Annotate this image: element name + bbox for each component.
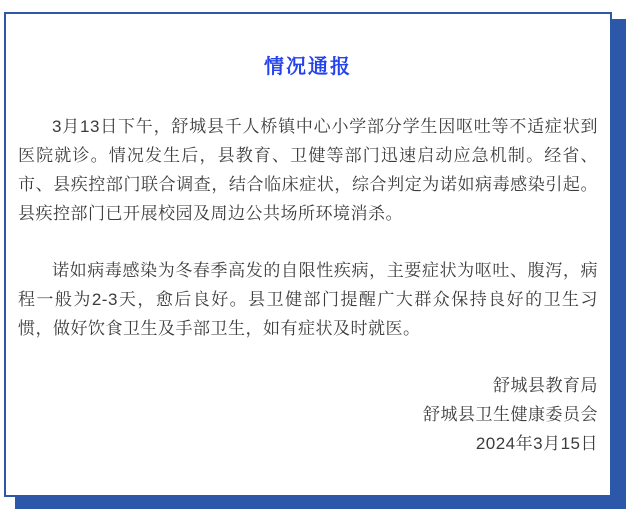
signature-org-health: 舒城县卫生健康委员会: [423, 405, 598, 424]
signature-org-education: 舒城县教育局: [493, 376, 598, 395]
notice-title: 情况通报: [264, 56, 352, 78]
notice-paragraph-1: 3月13日下午，舒城县千人桥镇中心小学部分学生因呕吐等不适症状到医院就诊。情况发生后，县教育、卫健等部门迅速启动应急机制。经省、市、县疾控部门联合调查，结合临床症状，综合判定为诺如病毒感染引起。县疾控部门已开展校园及周边公共场所环境消杀。: [18, 117, 598, 223]
signature-block: [18, 371, 598, 458]
signature-date: 2024年3月15日: [475, 434, 598, 453]
notice-paragraph-2: 诺如病毒感染为冬春季高发的自限性疾病，主要症状为呕吐、腹泻，病程一般为2-3天，愈后良好。县卫健部门提醒广大群众保持良好的卫生习惯，做好饮食卫生及手部卫生，如有症状及时就医。: [18, 261, 598, 338]
notice-card: [4, 12, 612, 497]
